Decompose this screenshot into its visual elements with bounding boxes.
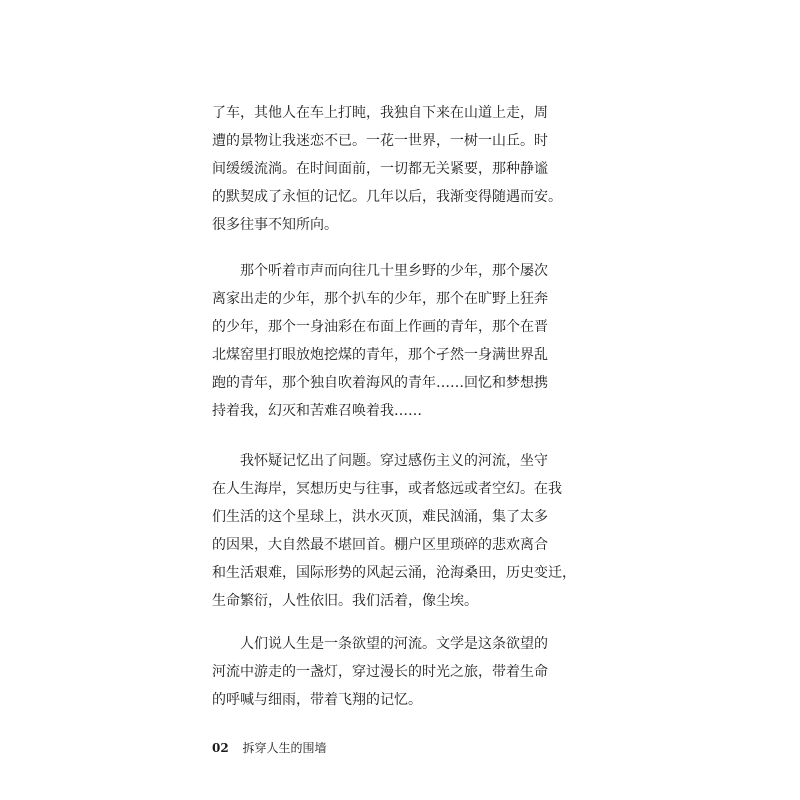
paragraph-text [212, 630, 548, 714]
running-title: 拆穿人生的围墙 [242, 741, 327, 755]
paragraph-text [212, 447, 576, 615]
text-line: 间缓缓流淌。在时间面前，一切都无关紧要，那种静谧 [212, 161, 548, 177]
page-footer [212, 740, 327, 756]
paragraph-3 [212, 447, 576, 615]
text-line: 在人生海岸，冥想历史与往事，或者悠远或者空幻。在我 [212, 481, 562, 497]
text-line: 持着我，幻灭和苦难召唤着我…… [212, 403, 422, 419]
text-line: 那个听着市声而向往几十里乡野的少年，那个屡次 [212, 263, 548, 279]
page-number: 02 [212, 741, 229, 755]
paragraph-2 [212, 257, 548, 425]
paragraph-4 [212, 630, 548, 714]
text-line: 了车，其他人在车上打盹，我独自下来在山道上走，周 [212, 105, 548, 121]
text-line: 人们说人生是一条欲望的河流。文学是这条欲望的 [212, 636, 548, 652]
text-line: 遭的景物让我迷恋不已。一花一世界，一树一山丘。时 [212, 133, 548, 149]
text-line: 北煤窑里打眼放炮挖煤的青年，那个孑然一身满世界乱 [212, 347, 548, 363]
text-line: 们生活的这个星球上，洪水灭顶，难民汹涌，集了太多 [212, 509, 548, 525]
text-line: 的默契成了永恒的记忆。几年以后，我渐变得随遇而安。 [212, 189, 562, 205]
text-line: 我怀疑记忆出了问题。穿过感伤主义的河流，坐守 [212, 453, 548, 469]
text-line: 和生活艰难，国际形势的风起云涌，沧海桑田，历史变迁， [212, 565, 576, 581]
paragraph-text [212, 99, 562, 239]
paragraph-text [212, 257, 548, 425]
text-line: 的因果，大自然最不堪回首。棚户区里琐碎的悲欢离合 [212, 537, 548, 553]
text-line: 很多往事不知所向。 [212, 217, 338, 233]
text-line: 河流中游走的一盏灯，穿过漫长的时光之旅，带着生命 [212, 664, 548, 680]
paragraph-1 [212, 99, 562, 239]
text-line: 的呼喊与细雨，带着飞翔的记忆。 [212, 692, 422, 708]
text-line: 跑的青年，那个独自吹着海风的青年……回忆和梦想携 [212, 375, 548, 391]
text-line: 离家出走的少年，那个扒车的少年，那个在旷野上狂奔 [212, 291, 548, 307]
text-line: 生命繁衍，人性依旧。我们活着，像尘埃。 [212, 593, 478, 609]
text-line: 的少年，那个一身油彩在布面上作画的青年，那个在晋 [212, 319, 548, 335]
